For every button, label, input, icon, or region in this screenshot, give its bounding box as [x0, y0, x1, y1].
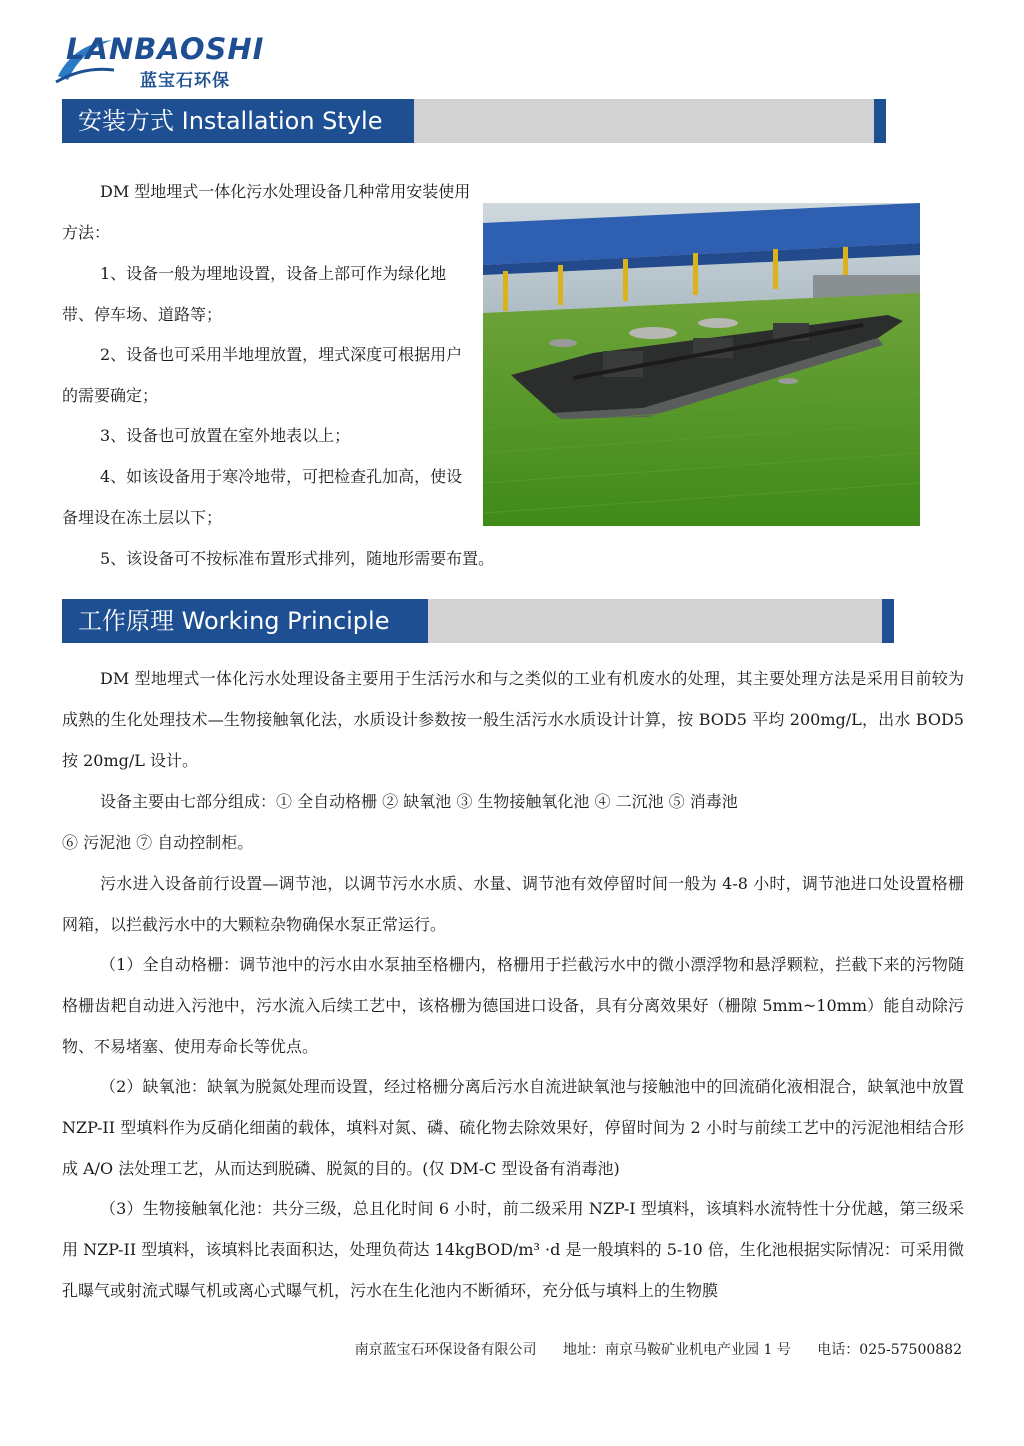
principle-components-line-2: ⑥ 污泥池 ⑦ 自动控制柜。 [62, 833, 254, 852]
footer-address: 地址：南京马鞍矿业机电产业园 1 号 [563, 1342, 791, 1358]
section-bar-endcap [874, 99, 886, 143]
page-footer [333, 1337, 962, 1363]
principle-paragraph-grating: （1）全自动格栅：调节池中的污水由水泵抽至格栅内，格栅用于拦截污水中的微小漂浮物和悬浮颗粒，拦截下来的污物随格栅齿耙自动进入污池中，污水流入后续工艺中，该格栅为德国进口设备，具有分离效果好（栅隙 5mm~10mm）能自动除污物、不易堵塞、使用寿命长等优点。 [62, 955, 964, 1056]
installation-intro: DM 型地埋式一体化污水处理设备几种常用安装使用方法： [62, 182, 471, 242]
installation-photo [483, 203, 920, 526]
principle-paragraph-3: 污水进入设备前行设置—调节池，以调节污水水质、水量、调节池有效停留时间一般为 4-8 小时，调节池进口处设置格栅网箱，以拦截污水中的大颗粒杂物确保水泵正常运行。 [62, 874, 964, 934]
section-title: 工作原理 Working Principle [62, 599, 428, 643]
section-header-principle [62, 599, 894, 643]
installation-item-3: 3、设备也可放置在室外地表以上； [100, 426, 351, 445]
footer-phone: 电话：025-57500882 [817, 1342, 962, 1358]
installation-item-1: 1、设备一般为埋地设置，设备上部可作为绿化地带、停车场、道路等； [62, 264, 447, 324]
principle-components-line-1: 设备主要由七部分组成：① 全自动格栅 ② 缺氧池 ③ 生物接触氧化池 ④ 二沉池 ⑤ 消毒池 [100, 792, 738, 811]
company-logo [54, 30, 265, 92]
section-title: 安装方式 Installation Style [62, 99, 414, 143]
principle-paragraph-oxidation: （3）生物接触氧化池：共分三级，总且化时间 6 小时，前二级采用 NZP-I 型填料，该填料水流特性十分优越，第三级采用 NZP-II 型填料，该填料比表面积达，处理负荷达 14kgBOD/m³ ·d 是一般填料的 5-10 倍，生化池根据实际情况：可采用微孔曝气或射流式曝气机或离心式曝气机，污水在生化池内不断循环，充分低与填料上的生物膜 [62, 1199, 964, 1300]
section-bar-endcap [882, 599, 894, 643]
installation-item-2: 2、设备也可采用半地埋放置，埋式深度可根据用户的需要确定； [62, 345, 463, 405]
logo-text-en: LANBAOSHI [66, 32, 265, 66]
section-header-installation [62, 99, 886, 143]
installation-item-4: 4、如该设备用于寒冷地带，可把检查孔加高，使设备埋设在冻土层以下； [62, 467, 463, 527]
principle-paragraph-1: DM 型地埋式一体化污水处理设备主要用于生活污水和与之类似的工业有机废水的处理，其主要处理方法是采用目前较为成熟的生化处理技术—生物接触氧化法，水质设计参数按一般生活污水水质设计计算，按 BOD5 平均 200mg/L，出水 BOD5 按 20mg/L 设计。 [62, 669, 964, 770]
installation-item-5: 5、该设备可不按标准布置形式排列，随地形需要布置。 [100, 549, 495, 568]
principle-paragraph-anoxic: （2）缺氧池：缺氧为脱氮处理而设置，经过格栅分离后污水自流进缺氧池与接触池中的回流硝化液相混合，缺氧池中放置 NZP-II 型填料作为反硝化细菌的载体，填料对氮、磷、硫化物去除效果好，停留时间为 2 小时与前续工艺中的污泥池相结合形成 A/O 法处理工艺，从而达到脱磷、脱氮的目的。(仅 DM-C 型设备有消毒池) [62, 1077, 964, 1178]
logo-text-cn: 蓝宝石环保 [140, 71, 230, 91]
footer-company: 南京蓝宝石环保设备有限公司 [354, 1342, 537, 1358]
